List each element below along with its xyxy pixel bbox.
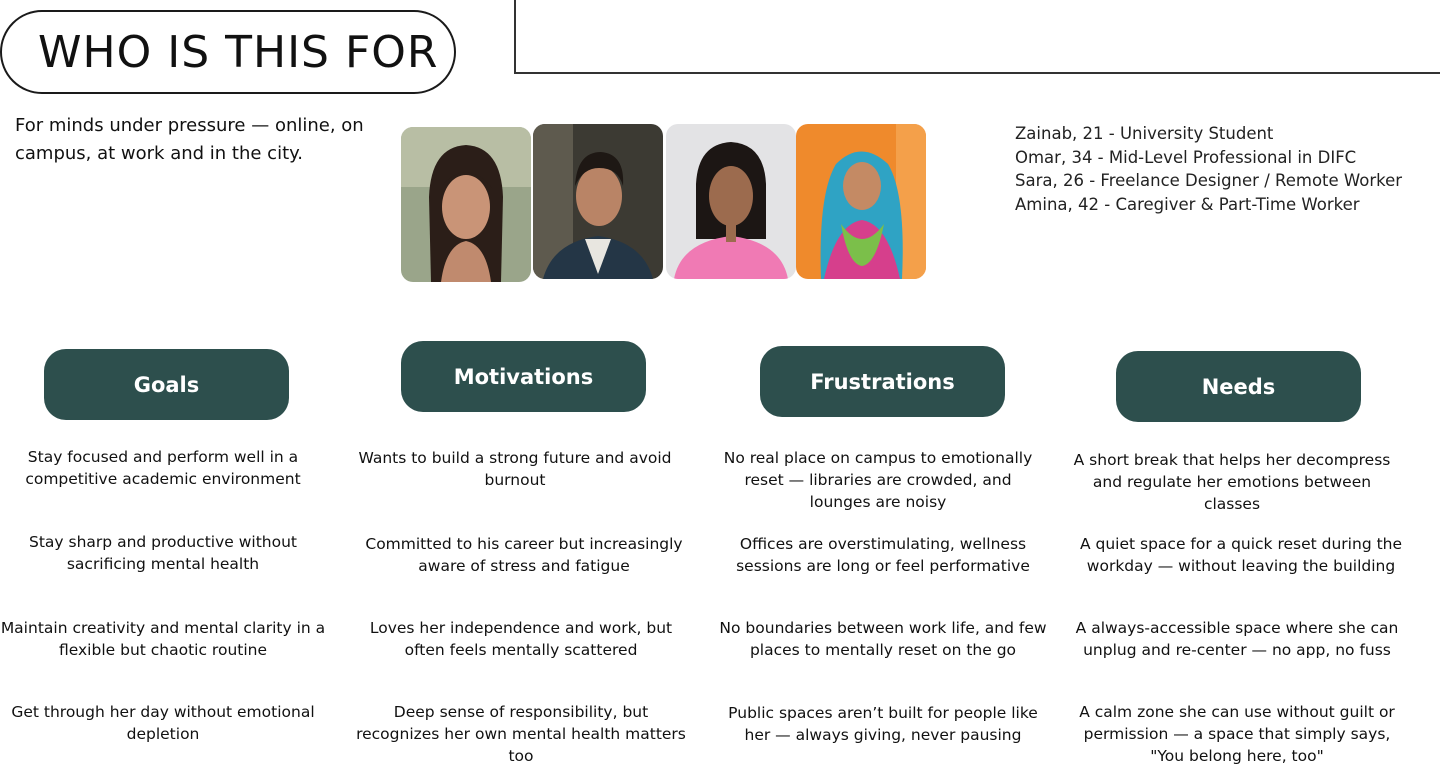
heading-frustrations: Frustrations	[760, 346, 1005, 417]
goals-item: Stay sharp and productive without sacrificing mental health	[29, 533, 297, 573]
divider-line-horizontal	[514, 72, 1440, 74]
page-title: WHO IS THIS FOR	[38, 26, 439, 78]
persona-photos	[401, 124, 926, 280]
frustrations-item: No boundaries between work life, and few places to mentally reset on the go	[719, 619, 1047, 659]
needs-item: A always-accessible space where she can unplug and re-center — no app, no fuss	[1075, 619, 1399, 659]
needs-item: A quiet space for a quick reset during the workday — without leaving the building	[1079, 535, 1403, 575]
divider-line-vertical	[514, 0, 516, 73]
frustrations-item: No real place on campus to emotionally reset — libraries are crowded, and lounges are noisy	[723, 449, 1033, 511]
amina-portrait-icon	[796, 124, 926, 279]
persona-item: Zainab, 21 - University Student	[1015, 124, 1274, 143]
frustrations-item: Public spaces aren’t built for people like her — always giving, never pausing	[728, 704, 1038, 744]
motivations-item: Deep sense of responsibility, but recognizes her own mental health matters too	[356, 703, 686, 765]
needs-item: A calm zone she can use without guilt or permission — a space that simply says, "You belong here, too"	[1079, 703, 1395, 765]
omar-portrait-icon	[533, 124, 663, 279]
goals-item: Maintain creativity and mental clarity in a flexible but chaotic routine	[0, 619, 326, 659]
frustrations-item: Offices are overstimulating, wellness sessions are long or feel performative	[736, 535, 1030, 575]
sara-portrait-icon	[666, 124, 796, 279]
persona-item: Omar, 34 - Mid-Level Professional in DIFC	[1015, 147, 1357, 167]
needs-item: A short break that helps her decompress and regulate her emotions between classes	[1073, 451, 1391, 513]
motivations-item: Loves her independence and work, but often feels mentally scattered	[369, 619, 673, 659]
motivations-item: Wants to build a strong future and avoid burnout	[358, 449, 672, 489]
zainab-portrait-icon	[401, 127, 531, 282]
motivations-item: Committed to his career but increasingly aware of stress and fatigue	[365, 535, 683, 575]
heading-needs: Needs	[1116, 351, 1361, 422]
tagline: For minds under pressure — online, on campus, at work and in the city.	[15, 115, 364, 164]
goals-item: Stay focused and perform well in a competitive academic environment	[25, 448, 301, 488]
heading-motivations: Motivations	[401, 341, 646, 412]
persona-item: Amina, 42 - Caregiver & Part-Time Worker	[1015, 194, 1360, 214]
persona-item: Sara, 26 - Freelance Designer / Remote Worker	[1015, 171, 1403, 190]
title-pill	[0, 10, 456, 94]
persona-list	[1015, 122, 1402, 216]
goals-item: Get through her day without emotional depletion	[11, 703, 315, 743]
heading-goals: Goals	[44, 349, 289, 420]
